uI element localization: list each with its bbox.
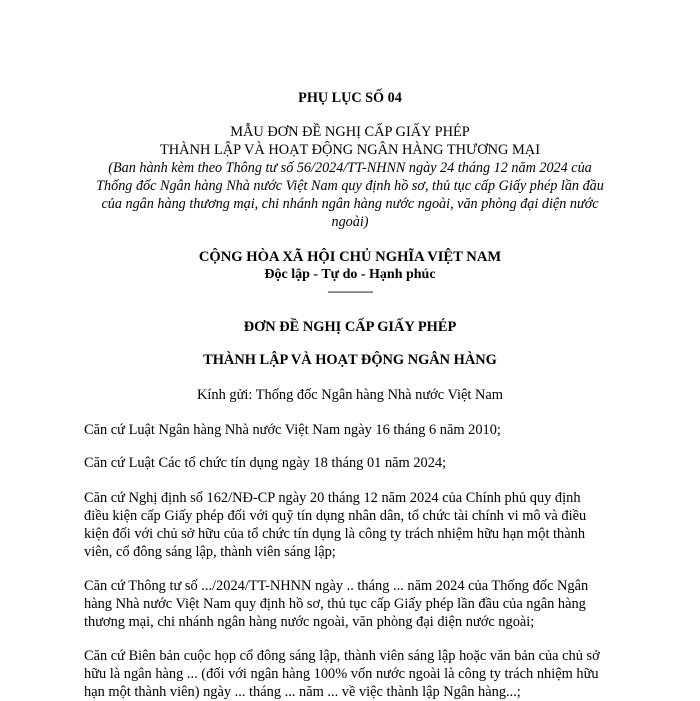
legal-basis-3-line-1: Căn cứ Nghị định số 162/NĐ-CP ngày 20 tháng 12 năm 2024 của Chính phủ quy định xyxy=(84,490,581,506)
legal-basis-5-line-1: Căn cứ Biên bản cuộc họp cổ đông sáng lập, thành viên sáng lập hoặc văn bản của chủ sở xyxy=(84,648,600,664)
legal-basis-3-line-3: kiện đối với chủ sở hữu của tổ chức tín dụng là công ty trách nhiệm hữu hạn một thành xyxy=(84,526,586,542)
legal-basis-3-line-4: viên, cổ đông sáng lập, thành viên sáng lập; xyxy=(84,544,336,560)
form-title-line-2: THÀNH LẬP VÀ HOẠT ĐỘNG NGÂN HÀNG THƯƠNG MẠI xyxy=(160,142,540,158)
form-title-line-1: MẪU ĐƠN ĐỀ NGHỊ CẤP GIẤY PHÉP xyxy=(230,124,470,140)
issuance-note-line-3: của ngân hàng thương mại, chi nhánh ngân hàng nước ngoài, văn phòng đại diện nước xyxy=(101,196,599,212)
national-motto: Độc lập - Tự do - Hạnh phúc xyxy=(264,267,436,282)
appendix-heading: PHỤ LỤC SỐ 04 xyxy=(298,90,402,106)
legal-basis-4-line-3: thương mại, chi nhánh ngân hàng nước ngoài, văn phòng đại diện nước ngoài; xyxy=(84,614,535,630)
legal-basis-5-line-2: hữu là ngân hàng ... (đối với ngân hàng 100% vốn nước ngoài là công ty trách nhiệm hữu xyxy=(84,666,599,682)
issuance-note-line-1: (Ban hành kèm theo Thông tư số 56/2024/TT-NHNN ngày 24 tháng 12 năm 2024 của xyxy=(108,160,592,176)
application-title-line-1: ĐƠN ĐỀ NGHỊ CẤP GIẤY PHÉP xyxy=(243,319,457,335)
application-title-line-2: THÀNH LẬP VÀ HOẠT ĐỘNG NGÂN HÀNG xyxy=(203,352,497,368)
issuance-note-line-2: Thống đốc Ngân hàng Nhà nước Việt Nam quy định hồ sơ, thủ tục cấp Giấy phép lần đầu xyxy=(96,178,604,194)
legal-basis-2-line-1: Căn cứ Luật Các tổ chức tín dụng ngày 18 tháng 01 năm 2024; xyxy=(84,455,447,471)
national-heading: CỘNG HÒA XÃ HỘI CHỦ NGHĨA VIỆT NAM xyxy=(198,249,502,265)
legal-basis-1-line-1: Căn cứ Luật Ngân hàng Nhà nước Việt Nam ngày 16 tháng 6 năm 2010; xyxy=(84,422,501,438)
legal-basis-5-line-3: hạn một thành viên) ngày ... tháng ... năm ... về việc thành lập Ngân hàng...; xyxy=(84,684,521,700)
legal-basis-3-line-2: điều kiện cấp Giấy phép đối với quỹ tín dụng nhân dân, tổ chức tài chính vi mô và điều xyxy=(84,508,587,524)
legal-basis-4-line-2: hàng Nhà nước Việt Nam quy định hồ sơ, thủ tục cấp Giấy phép lần đầu của ngân hàng xyxy=(84,596,586,612)
legal-basis-4-line-1: Căn cứ Thông tư số .../2024/TT-NHNN ngày .. tháng ... năm 2024 của Thống đốc Ngân xyxy=(84,578,589,594)
issuance-note-line-4: ngoài) xyxy=(331,214,369,230)
heading-separator: --------------- xyxy=(327,284,373,298)
addressee: Kính gửi: Thống đốc Ngân hàng Nhà nước Việt Nam xyxy=(197,387,503,403)
